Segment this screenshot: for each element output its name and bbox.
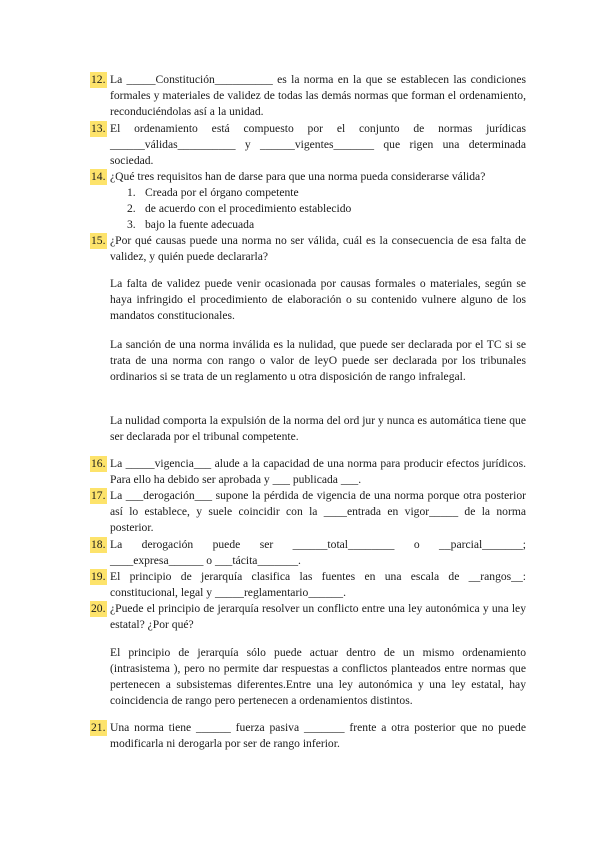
question-number: 19. (91, 570, 106, 583)
question-21 (90, 720, 526, 752)
question-12 (90, 72, 526, 120)
question-text: El principio de jerarquía clasifica las fuentes en una escala de __rangos__: constitucional, legal y _____reglamentario______. (110, 570, 526, 599)
question-number: 20. (91, 602, 106, 615)
question-13 (90, 121, 526, 169)
question-text: El ordenamiento está compuesto por el conjunto de normas jurídicas ______válidas__________ y ______vigentes_______ que rigen una determinada sociedad. (110, 122, 526, 167)
question-number: 12. (91, 73, 106, 86)
question-number: 17. (91, 489, 106, 502)
answer-15-paragraph-1: La falta de validez puede venir ocasionada por causas formales o materiales, según se haya infringido el procedimiento de elaboración o su contenido vulnere alguno de los mandatos constitucionales. (110, 277, 526, 322)
question-text-line-1: La derogación puede ser ______total________ o __parcial_______; (110, 538, 526, 551)
answer-15-paragraph-2: La sanción de una norma inválida es la nulidad, que puede ser declarada por el TC si se trata de una norma con rango o valor de leyO puede ser declarada por los tribunales ordinarios si se trata de un reglamento u otra disposición de rango infralegal. (110, 338, 526, 383)
question-20 (90, 601, 526, 633)
list-item: 1. Creada por el órgano competente (127, 186, 299, 199)
question-text: ¿Qué tres requisitos han de darse para que una norma pueda considerarse válida? (110, 170, 486, 183)
question-number: 15. (91, 234, 106, 247)
question-number: 21. (91, 721, 106, 734)
question-number: 16. (91, 457, 106, 470)
question-number: 13. (91, 122, 106, 135)
requirements-list (90, 185, 526, 233)
question-18 (90, 537, 526, 569)
question-text: ¿Por qué causas puede una norma no ser válida, cuál es la consecuencia de esa falta de validez, y quién puede declararla? (110, 234, 526, 263)
question-19 (90, 569, 526, 601)
question-17 (90, 488, 526, 536)
question-text: La _____vigencia___ alude a la capacidad de una norma para producir efectos jurídicos. Para ello ha debido ser aprobada y ___ publicada ___. (110, 457, 526, 486)
question-text: ¿Puede el principio de jerarquía resolver un conflicto entre una ley autonómica y una ley estatal? ¿Por qué? (110, 602, 526, 631)
question-text: La _____Constitución__________ es la norma en la que se establecen las condiciones formales y materiales de validez de todas las demás normas que forman el ordenamiento, reconduciéndolas así a la unidad. (110, 73, 526, 118)
answer-15-paragraph-3: La nulidad comporta la expulsión de la norma del ord jur y nunca es automática tiene que ser declarada por el tribunal competente. (110, 414, 526, 443)
question-15 (90, 233, 526, 265)
question-number: 14. (91, 170, 106, 183)
question-16 (90, 456, 526, 488)
list-item: 2. de acuerdo con el procedimiento establecido (127, 202, 352, 215)
question-14 (90, 169, 526, 233)
question-number: 18. (91, 538, 106, 551)
question-text-line-2: ____expresa______ o ___tácita_______. (110, 554, 301, 567)
answer-20-paragraph: El principio de jerarquía sólo puede actuar dentro de un mismo ordenamiento (intrasistema ), pero no permite dar respuestas a conflictos planteados entre normas que pertenecen a subsistemas diferentes.Entre una ley autonómica y una ley estatal, hay coincidencia de rango pero pertenecen a ordenamientos distintos. (110, 646, 526, 707)
question-text: La ___derogación___ supone la pérdida de vigencia de una norma porque otra posterior así lo establece, y suele coincidir con la ____entrada en vigor_____ de la norma posterior. (110, 489, 526, 534)
question-text: Una norma tiene ______ fuerza pasiva _______ frente a otra posterior que no puede modificarla ni derogarla por ser de rango inferior. (110, 721, 526, 750)
list-item: 3. bajo la fuente adecuada (127, 218, 255, 231)
